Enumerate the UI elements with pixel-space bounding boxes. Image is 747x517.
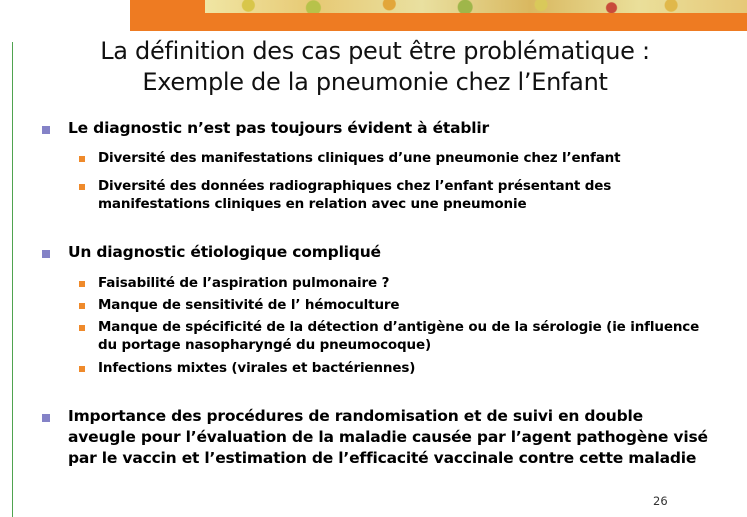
sub-bullet-2-2: Manque de sensitivité de l’ hémoculture (98, 297, 400, 313)
sub-bullet-marker-icon (79, 303, 85, 309)
sub-bullet-2-1: Faisabilité de l’aspiration pulmonaire ? (98, 275, 390, 291)
bullet-marker-icon (42, 414, 50, 422)
sub-bullet-2-4: Infections mixtes (virales et bactériennes) (98, 360, 416, 376)
bullet-1: Le diagnostic n’est pas toujours évident à établir (68, 119, 489, 137)
sub-bullet-marker-icon (79, 366, 85, 372)
slide-title-line-1: La définition des cas peut être problématique : (100, 37, 650, 65)
sub-bullet-1-2: Diversité des données radiographiques chez l’enfant présentant des manifestations cliniques en relation avec une pneumonie (98, 178, 612, 212)
sub-bullet-1-1: Diversité des manifestations cliniques d’une pneumonie chez l’enfant (98, 150, 621, 166)
bullet-3: Importance des procédures de randomisation et de suivi en double aveugle pour l’évaluation de la maladie causée par l’agent pathogène visé par le vaccin et l’estimation de l’efficacité vaccinale contre cette maladie (68, 407, 708, 467)
slide-title-line-2: Exemple de la pneumonie chez l’Enfant (142, 68, 608, 96)
sub-bullet-marker-icon (79, 325, 85, 331)
bullet-marker-icon (42, 126, 50, 134)
sub-bullet-2-3: Manque de spécificité de la détection d’antigène ou de la sérologie (ie influence du portage nasopharyngé du pneumocoque) (98, 319, 700, 353)
bullet-2: Un diagnostic étiologique compliqué (68, 243, 381, 261)
sub-bullet-marker-icon (79, 156, 85, 162)
sub-bullet-marker-icon (79, 281, 85, 287)
bullet-marker-icon (42, 250, 50, 258)
sub-bullet-marker-icon (79, 184, 85, 190)
slide-number: 26 (653, 494, 668, 508)
